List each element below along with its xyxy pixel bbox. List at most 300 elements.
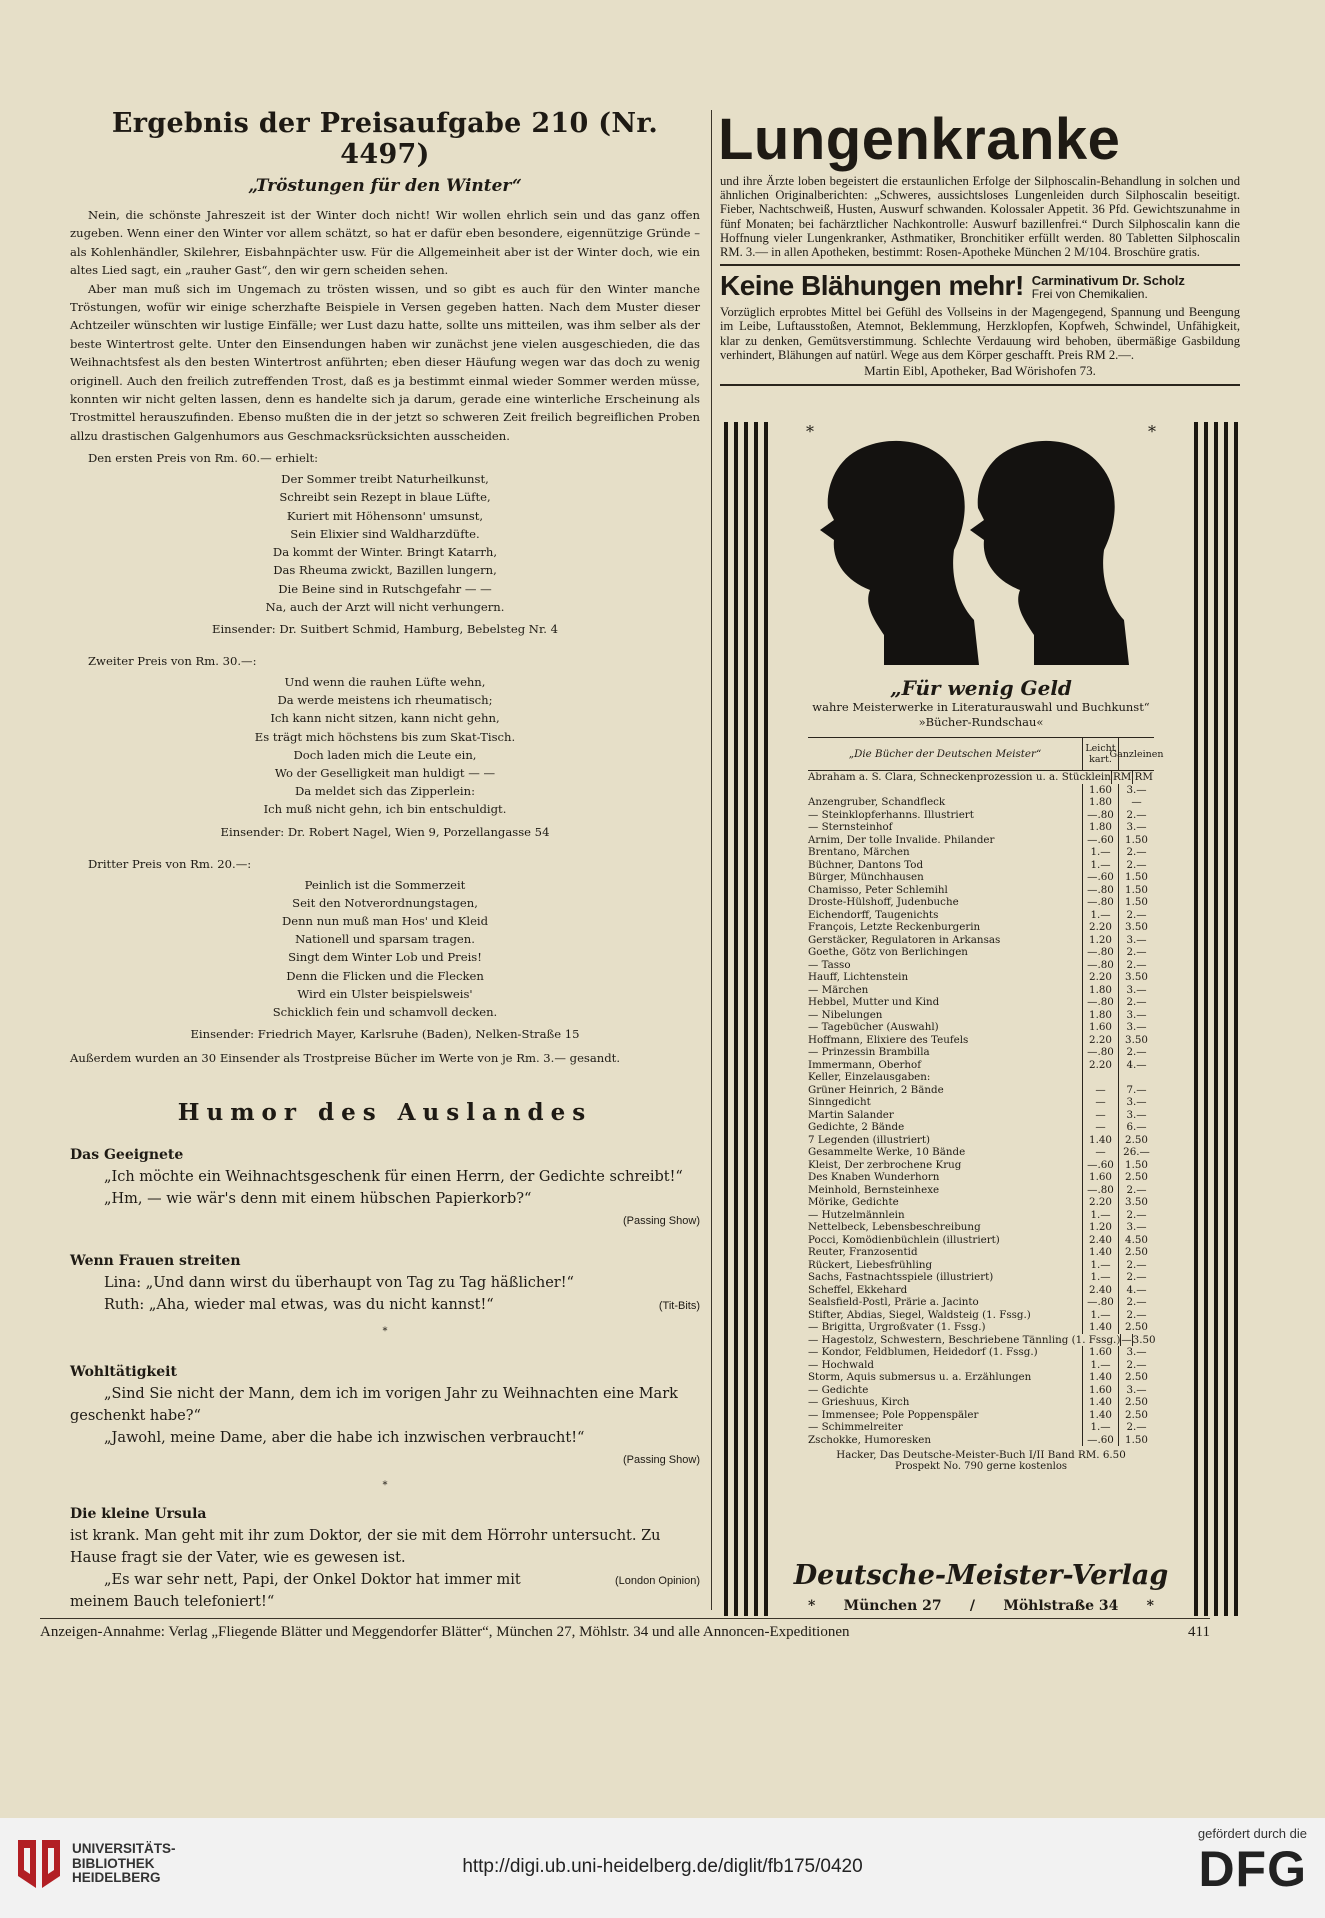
prize-sender: Einsender: Friedrich Mayer, Karlsruhe (Baden), Nelken-Straße 15 [190,1027,580,1042]
price-linen-cell: 3.— [1118,1021,1154,1034]
price-linen-cell: 4.50 [1118,1234,1154,1247]
prize-sender: Einsender: Dr. Robert Nagel, Wien 9, Porzellangasse 54 [220,824,550,839]
price-linen-cell: 2.— [1118,909,1154,922]
price-linen-cell: 3.— [1118,1221,1154,1234]
book-title-cell: Martin Salander [808,1108,894,1121]
ad-slogan-source: »Bücher-Rundschau« [918,715,1044,729]
book-title-cell: Chamisso, Peter Schlemihl [808,883,948,896]
table-row [808,1134,1154,1147]
price-paperback-cell [1082,1071,1118,1084]
verse-line: Schreibt sein Rezept in blaue Lüfte, [279,490,491,505]
ad-blaehungen-text: Vorzüglich erprobtes Mittel bei Gefühl des Vollseins in der Magengegend, Spannung und Beengung im Leibe, Luftausstoßen, Atemnot, Beklemmung, Herzklopfen, Kopfweh, Schwindel, Unfähigkeit, klar zu denken, Gemütsverstimmung. Schlechte Verdauung wird behoben, übermäßige Gasbildung verhindert, Blähungen auf natürl. Wege aus dem Körper geschafft. Preis RM 2.—. [720,305,1240,362]
price-linen-cell: 2.50 [1118,1371,1154,1384]
price-linen-cell: 2.— [1118,1359,1154,1372]
verse-line: Na, auch der Arzt will nicht verhungern. [265,599,505,614]
book-title-cell: Sealsfield-Postl, Prärie a. Jacinto [808,1296,979,1308]
verse-line: Da werde meistens ich rheumatisch; [277,693,493,708]
verse-line: Das Rheuma zwickt, Bazillen lungern, [273,563,497,578]
library-name-line: BIBLIOTHEK [72,1855,155,1871]
price-paperback-cell: 1.40 [1082,1321,1118,1334]
dfg-wordmark: DFG [1198,1841,1307,1897]
book-title-cell: Grüner Heinrich, 2 Bände [808,1083,944,1096]
price-paperback-cell: 1.80 [1082,821,1118,834]
table-row [808,909,1154,922]
verse-line: Denn nun muß man Hos' und Kleid [281,913,489,928]
verse-line: Sein Elixier sind Waldharzdüfte. [290,526,480,541]
price-linen-cell: 1.50 [1118,896,1154,909]
price-linen-cell: 7.— [1118,1084,1154,1097]
book-title-cell: Mörike, Gedichte [808,1196,899,1208]
book-title-cell: Des Knaben Wunderhorn [808,1171,940,1183]
book-price-table [808,737,1164,1472]
bottom-rule [40,1618,1210,1619]
book-title-cell: Nettelbeck, Lebensbeschreibung [808,1221,981,1233]
star-ornament: * [1148,422,1156,441]
price-paperback-cell: 1.— [1082,846,1118,859]
publisher-street: Möhlstraße 34 [1003,1598,1119,1614]
price-paperback-cell: — [1082,1146,1118,1159]
table-row [808,1346,1154,1359]
joke-source: (Tit-Bits) [658,1300,700,1313]
humor-section-title: Humor des Auslandes [177,1099,593,1127]
verse-line: Ich kann nicht sitzen, kann nicht gehn, [270,711,500,726]
table-row [808,1321,1154,1334]
price-paperback-cell: —.80 [1082,809,1118,822]
price-linen-cell: 2.— [1118,1296,1154,1309]
article-title: Ergebnis der Preisaufgabe 210 (Nr. 4497) [111,108,659,170]
price-linen-cell: 2.— [1118,1421,1154,1434]
price-paperback-cell: 2.40 [1082,1234,1118,1247]
separator-star: * [382,1480,388,1492]
price-linen-cell: 2.— [1118,1271,1154,1284]
ad-deutsche-meister [724,422,1238,1616]
verse-line: Schicklich fein und schamvoll decken. [272,1004,498,1019]
table-row [808,934,1154,947]
table-row [808,1034,1154,1047]
price-paperback-cell: —.80 [1082,1184,1118,1197]
joke [70,1503,700,1613]
price-paperback-cell: —.60 [1082,871,1118,884]
price-paperback-cell: 1.20 [1082,1221,1118,1234]
book-title-cell: — Steinklopferhanns. Illustriert [808,808,974,821]
table-row [808,1296,1154,1309]
book-title-cell: Goethe, Götz von Berlichingen [808,946,968,958]
verse-line: Die Beine sind in Rutschgefahr — — [278,581,492,596]
price-paperback-cell: 1.40 [1082,1371,1118,1384]
article-subtitle: „Tröstungen für den Winter“ [248,176,522,196]
book-title-cell: Gerstäcker, Regulatoren in Arkansas [808,933,1001,946]
price-linen-cell: 3.50 [1118,1034,1154,1047]
publisher-city: München 27 [843,1598,942,1614]
table-row [808,771,1154,784]
book-title-cell: Abraham a. S. Clara, Schneckenprozession u. a. Stücklein [808,771,1111,783]
table-row [808,1184,1154,1197]
price-paperback-cell: 1.— [1082,1209,1118,1222]
verse-line: Der Sommer treibt Naturheilkunst, [281,472,489,487]
ad-blaehungen-product: Carminativum Dr. Scholz [1031,273,1185,289]
price-linen-cell: 2.50 [1118,1171,1154,1184]
star-ornament: * [808,1598,816,1614]
price-paperback-cell: 1.— [1082,859,1118,872]
ad-lungenkranke-title: Lungenkranke [718,107,1121,172]
library-name-line: UNIVERSITÄTS- [72,1841,176,1857]
price-paperback-cell: 1.40 [1082,1409,1118,1422]
book-title-cell: Anzengruber, Schandfleck [808,796,946,808]
price-paperback-cell: — [1082,1121,1118,1134]
table-row [808,971,1154,984]
table-row [808,1071,1154,1084]
price-paperback-cell: 1.60 [1082,784,1118,797]
verse-line: Ich muß nicht gehn, ich bin entschuldigt. [263,802,507,817]
verse-line: Singt dem Winter Lob und Preis! [288,950,482,965]
book-title-cell: Pocci, Komödienbüchlein (illustriert) [808,1233,1000,1246]
ad-divider [720,384,1240,386]
price-paperback-cell: —.80 [1082,959,1118,972]
joke-title: Wohltätigkeit [70,1364,177,1381]
table-row [808,896,1154,909]
table-row [808,921,1154,934]
book-title-cell: Hauff, Lichtenstein [808,971,909,983]
column-divider [711,110,712,1610]
consolation-note: Außerdem wurden an 30 Einsender als Trostpreise Bücher im Werte von je Rm. 3.— gesandt. [70,1051,621,1066]
price-linen-cell: 2.— [1118,1184,1154,1197]
table-row [808,1359,1154,1372]
joke-source: (Passing Show) [622,1215,700,1228]
price-paperback-cell: 1.80 [1082,796,1118,809]
book-title-cell: Brentano, Märchen [808,846,910,858]
price-linen-cell: 2.— [1118,996,1154,1009]
book-title-cell: — Sternsteinhof [808,821,893,833]
book-title-cell: François, Letzte Reckenburgerin [808,921,981,933]
table-row [808,1209,1154,1222]
price-paperback-cell: 1.60 [1082,1346,1118,1359]
star-ornament: * [1146,1598,1154,1614]
table-row [808,1159,1154,1172]
table-row [808,871,1154,884]
joke-title: Das Geeignete [70,1147,184,1164]
joke [70,1361,700,1497]
price-paperback-cell: 1.40 [1082,1396,1118,1409]
table-row [808,859,1154,872]
book-title-cell: — Schimmelreiter [808,1421,903,1433]
price-paperback-cell: —.80 [1082,1046,1118,1059]
book-title-cell: Sachs, Fastnachtsspiele (illustriert) [808,1271,994,1283]
advertising-notice: Anzeigen-Annahme: Verlag „Fliegende Blätter und Meggendorfer Blätter“, München 27, Möhlstr. 34 und alle Annoncen-Expeditionen [40,1624,850,1640]
price-linen-cell: 4.— [1118,1059,1154,1072]
prize-label: Den ersten Preis von Rm. 60.— erhielt: [88,451,319,466]
table-row [808,1096,1154,1109]
digitization-footer [0,1818,1325,1918]
price-paperback-cell: 1.20 [1082,934,1118,947]
verse-line: Wo der Geselligkeit man huldigt — — [274,765,496,780]
prize-sender: Einsender: Dr. Suitbert Schmid, Hamburg, Bebelsteg Nr. 4 [212,621,558,636]
book-title-cell: Scheffel, Ekkehard [808,1283,908,1296]
publisher-name: Deutsche-Meister-Verlag [793,1560,1169,1591]
table-row [808,946,1154,959]
book-title-cell: Gesammelte Werke, 10 Bände [808,1146,966,1158]
price-linen-cell: 26.— [1118,1146,1154,1159]
price-linen-cell: 3.50 [1118,1196,1154,1209]
price-paperback-cell: 1.80 [1082,1009,1118,1022]
price-linen-cell: 2.— [1118,1209,1154,1222]
verse-line: Und wenn die rauhen Lüfte wehn, [284,674,486,689]
table-row [808,1259,1154,1272]
publisher-address [808,1598,1154,1614]
price-linen-cell: 2.— [1118,946,1154,959]
prize-label: Zweiter Preis von Rm. 30.—: [88,653,257,668]
price-paperback-cell: — [1082,1084,1118,1097]
book-title-cell: Meinhold, Bernsteinhexe [808,1183,940,1196]
price-linen-cell: 2.50 [1118,1246,1154,1259]
price-paperback-cell: —.60 [1082,1434,1118,1447]
price-linen-cell: 2.— [1118,959,1154,972]
joke-title: Die kleine Ursula [70,1506,207,1523]
price-paperback-cell: 2.40 [1082,1284,1118,1297]
book-title-cell: Droste-Hülshoff, Judenbuche [808,896,959,908]
table-row [808,1371,1154,1384]
book-title-cell [808,784,1082,797]
price-linen-cell: 1.50 [1118,834,1154,847]
price-paperback-cell: 1.40 [1082,1134,1118,1147]
table-body [808,771,1154,1446]
table-row [808,846,1154,859]
price-paperback-cell: 1.60 [1082,1384,1118,1397]
prospectus-note: Prospekt No. 790 gerne kostenlos [894,1461,1068,1472]
ad-divider [720,264,1240,266]
joke-title: Wenn Frauen streiten [70,1253,241,1270]
book-title-cell: — Prinzessin Brambilla [808,1046,930,1058]
verse-line: Peinlich ist die Sommerzeit [304,877,466,892]
table-row [808,784,1154,797]
prize-label: Dritter Preis von Rm. 20.—: [88,856,252,871]
price-linen-cell: 2.50 [1118,1321,1154,1334]
book-title-cell: — Grieshuus, Kirch [808,1396,910,1408]
book-title-cell: — Kondor, Feldblumen, Heidedorf (1. Fssg.) [808,1346,1038,1358]
price-paperback-cell: 1.60 [1082,1021,1118,1034]
price-linen-cell: 1.50 [1118,1434,1154,1447]
ad-slogan: „Für wenig Geld [890,676,1072,700]
joke-line: Lina: „Und dann wirst du überhaupt von Tag zu Tag häßlicher!“ [104,1275,574,1292]
price-linen-cell: 3.— [1118,984,1154,997]
address-separator: / [969,1598,976,1614]
table-row [808,1146,1154,1159]
table-row [808,1284,1154,1297]
table-row [808,834,1154,847]
verse-line: Doch laden mich die Leute ein, [293,747,477,762]
price-paperback-cell: — [1082,1109,1118,1122]
prize-verse [70,673,700,819]
price-linen-cell: 3.— [1118,1096,1154,1109]
book-title-cell: Immermann, Oberhof [808,1058,922,1071]
price-linen-cell: 6.— [1118,1121,1154,1134]
left-column [70,108,700,1613]
price-linen-cell: 1.50 [1118,884,1154,897]
table-row [808,1234,1154,1247]
ad-blaehungen-contact: Martin Eibl, Apotheker, Bad Wörishofen 73. [864,363,1096,379]
book-title-cell: Büchner, Dantons Tod [808,858,924,871]
price-paperback-cell: 1.— [1082,1259,1118,1272]
book-title-cell: Eichendorff, Taugenichts [808,908,939,921]
price-paperback-cell: —.60 [1082,834,1118,847]
book-title-cell: — Hutzelmännlein [808,1208,905,1221]
price-paperback-cell: 2.20 [1082,1034,1118,1047]
price-linen-cell: 3.50 [1118,971,1154,984]
price-linen-cell: 3.— [1118,1346,1154,1359]
table-header [808,737,1164,771]
book-title-cell: Sinngedicht [808,1096,871,1108]
book-title-cell: Hebbel, Mutter und Kind [808,996,940,1008]
price-linen-cell: — [1118,796,1154,809]
permalink-url[interactable]: http://digi.ub.uni-heidelberg.de/diglit/fb175/0420 [462,1856,863,1877]
price-linen-cell: 4.— [1118,1284,1154,1297]
price-paperback-cell: — [1121,1333,1132,1346]
table-row [808,996,1154,1009]
table-row [808,1171,1154,1184]
table-row [808,1021,1154,1034]
price-paperback-cell: 1.— [1082,1309,1118,1322]
verse-line: Denn die Flicken und die Flecken [286,968,484,983]
price-linen-cell: 3.50 [1118,921,1154,934]
column-header: Leicht kart. [1082,738,1118,770]
ad-lungenkranke-text: und ihre Ärzte loben begeistert die erstaunlichen Erfolge der Silphoscalin-Behandlung in solchen und ähnlichen Originalberichten: „Schweres, aussichtsloses Lungenleiden durch Silphoscalin beseitigt. Fieber, Nachtschweiß, Husten, Auswurf schwanden. Kolossaler Appetit. 36 Pfd. Gewichtszunahme in fünf Monaten; bei fachärztlicher Nachkontrolle: Auswurf bazillenfrei.“ Durch Silphoscalin kann die Hoffnung vieler Lungenkranker, Asthmatiker, Bronchitiker erfüllt werden. 80 Tabletten Silphoscalin RM. 3.— in allen Apotheken, bestimmt: Rosen-Apotheke München 2 M/104. Broschüre gratis. [720,174,1240,260]
table-row [808,809,1154,822]
book-title-cell: Keller, Einzelausgaben: [808,1071,931,1083]
book-title-cell: — Hagestolz, Schwestern, Beschriebene Tännling (1. Fssg.) [808,1333,1121,1346]
verse-line: Es trägt mich höchstens bis zum Skat-Tisch. [254,729,516,744]
price-paperback-cell: —.80 [1082,896,1118,909]
price-linen-cell: 1.50 [1118,871,1154,884]
joke-line: „Jawohl, meine Dame, aber die habe ich inzwischen verbraucht!“ [104,1430,585,1447]
price-paperback-cell: 1.— [1082,1421,1118,1434]
table-row [808,984,1154,997]
book-title-cell: Rückert, Liebesfrühling [808,1258,933,1271]
column-header: „Die Bücher der Deutschen Meister“ [848,748,1042,760]
book-title-cell: — Gedichte [808,1383,869,1396]
table-row [808,1084,1154,1097]
table-row [808,1221,1154,1234]
price-paperback-cell: 1.40 [1082,1246,1118,1259]
price-paperback-cell: 2.20 [1082,921,1118,934]
dfg-caption: gefördert durch die [1197,1826,1307,1841]
decorative-bars-left [724,422,768,1616]
book-title-cell: Zschokke, Humoresken [808,1433,931,1446]
joke-line: „Es war sehr nett, Papi, der Onkel Doktor hat immer mit meinem Bauch telefoniert!“ [70,1572,521,1611]
joke-line: „Hm, — wie wär's denn mit einem hübschen Papierkorb?“ [104,1191,532,1208]
table-row [808,1009,1154,1022]
ad-slogan-sub: wahre Meisterwerke in Literaturauswahl und Buchkunst“ [812,700,1150,714]
prize-verse [70,470,700,616]
price-paperback-cell: 1.60 [1082,1171,1118,1184]
price-paperback-cell: 2.20 [1082,1196,1118,1209]
book-title-cell: Kleist, Der zerbrochene Krug [808,1158,962,1171]
price-linen-cell: 2.50 [1118,1409,1154,1422]
book-title-cell: Storm, Aquis submersus u. a. Erzählungen [808,1371,1032,1383]
separator-star: * [382,1326,388,1338]
joke-line: Ruth: „Aha, wieder mal etwas, was du nicht kannst!“ [104,1297,494,1314]
star-ornament: * [806,422,814,441]
price-linen-cell: 3.— [1118,1384,1154,1397]
price-linen-cell: 2.— [1118,859,1154,872]
ad-blaehungen-claim: Frei von Chemikalien. [1031,287,1148,302]
table-row [808,1109,1154,1122]
price-linen-cell: 2.— [1118,1259,1154,1272]
price-linen-cell: 2.— [1118,1309,1154,1322]
joke-line: „Sind Sie nicht der Mann, dem ich im vorigen Jahr zu Weihnachten eine Mark geschenkt habe?“ [70,1386,678,1425]
book-title-cell: — Hochwald [808,1358,874,1371]
price-paperback-cell: 1.— [1082,909,1118,922]
table-row [808,1421,1154,1434]
joke-line: ist krank. Man geht mit ihr zum Doktor, der sie mit dem Hörrohr untersucht. Zu Hause fragt sie der Vater, wie es gewesen ist. [70,1528,661,1567]
price-paperback-cell: —.60 [1082,1159,1118,1172]
table-row [808,959,1154,972]
book-title-cell: Arnim, Der tolle Invalide. Philander [808,833,995,846]
table-row [808,1409,1154,1422]
book-title-cell: 7 Legenden (illustriert) [808,1133,930,1146]
verse-line: Wird ein Ulster beispielsweis' [297,986,473,1001]
joke [70,1250,700,1343]
price-linen-cell: 2.— [1118,1046,1154,1059]
book-title-cell: Hoffmann, Elixiere des Teufels [808,1033,969,1046]
prize-verse [70,876,700,1022]
price-paperback-cell: 1.— [1082,1271,1118,1284]
column-header: Ganzleinen [1118,738,1154,770]
table-footer: Hacker, Das Deutsche-Meister-Buch I/II Band RM. 6.50 [836,1449,1126,1461]
verse-line: Da kommt der Winter. Bringt Katarrh, [272,545,498,560]
price-paperback-cell: 1.— [1082,1359,1118,1372]
book-title-cell: — Nibelungen [808,1008,883,1021]
table-row [808,1396,1154,1409]
price-paperback-cell: —.80 [1082,884,1118,897]
library-name-line: HEIDELBERG [72,1870,161,1886]
joke-line: „Ich möchte ein Weihnachtsgeschenk für einen Herrn, der Gedichte schreibt!“ [104,1169,683,1186]
joke [70,1144,700,1232]
table-row [808,1059,1154,1072]
price-linen-cell: RM [1132,771,1154,784]
book-title-cell: — Immensee; Pole Poppenspäler [808,1408,979,1421]
price-linen-cell [1118,1071,1154,1084]
table-row [808,1246,1154,1259]
price-linen-cell: 3.— [1118,821,1154,834]
price-paperback-cell: —.80 [1082,996,1118,1009]
price-linen-cell: 2.50 [1118,1134,1154,1147]
verse-line: Seit den Notverordnungstagen, [292,895,478,910]
verse-line: Da meldet sich das Zipperlein: [294,784,475,799]
price-linen-cell: 1.50 [1118,1159,1154,1172]
price-paperback-cell: 1.80 [1082,984,1118,997]
table-row [808,1334,1154,1347]
page-number: 411 [1188,1624,1210,1640]
price-linen-cell: 3.— [1118,1109,1154,1122]
ad-blaehungen-title: Keine Blähungen mehr! [720,270,1024,302]
price-linen-cell: 3.50 [1132,1333,1156,1346]
price-paperback-cell: RM [1111,771,1133,784]
verse-line: Kuriert mit Höhensonn' umsunst, [286,508,484,523]
right-column [720,108,1240,391]
dfg-logo[interactable] [1198,1826,1307,1897]
price-paperback-cell: —.80 [1082,1296,1118,1309]
price-paperback-cell: 2.20 [1082,1059,1118,1072]
table-row [808,1196,1154,1209]
decorative-bars-right [1194,422,1238,1616]
verse-line: Nationell und sparsam tragen. [295,932,475,947]
table-row [808,821,1154,834]
article-intro [70,206,700,445]
book-title-cell: Gedichte, 2 Bände [808,1121,905,1133]
price-linen-cell: 3.— [1118,784,1154,797]
price-linen-cell: 2.50 [1118,1396,1154,1409]
table-row [808,1046,1154,1059]
joke-source: (London Opinion) [614,1575,700,1588]
